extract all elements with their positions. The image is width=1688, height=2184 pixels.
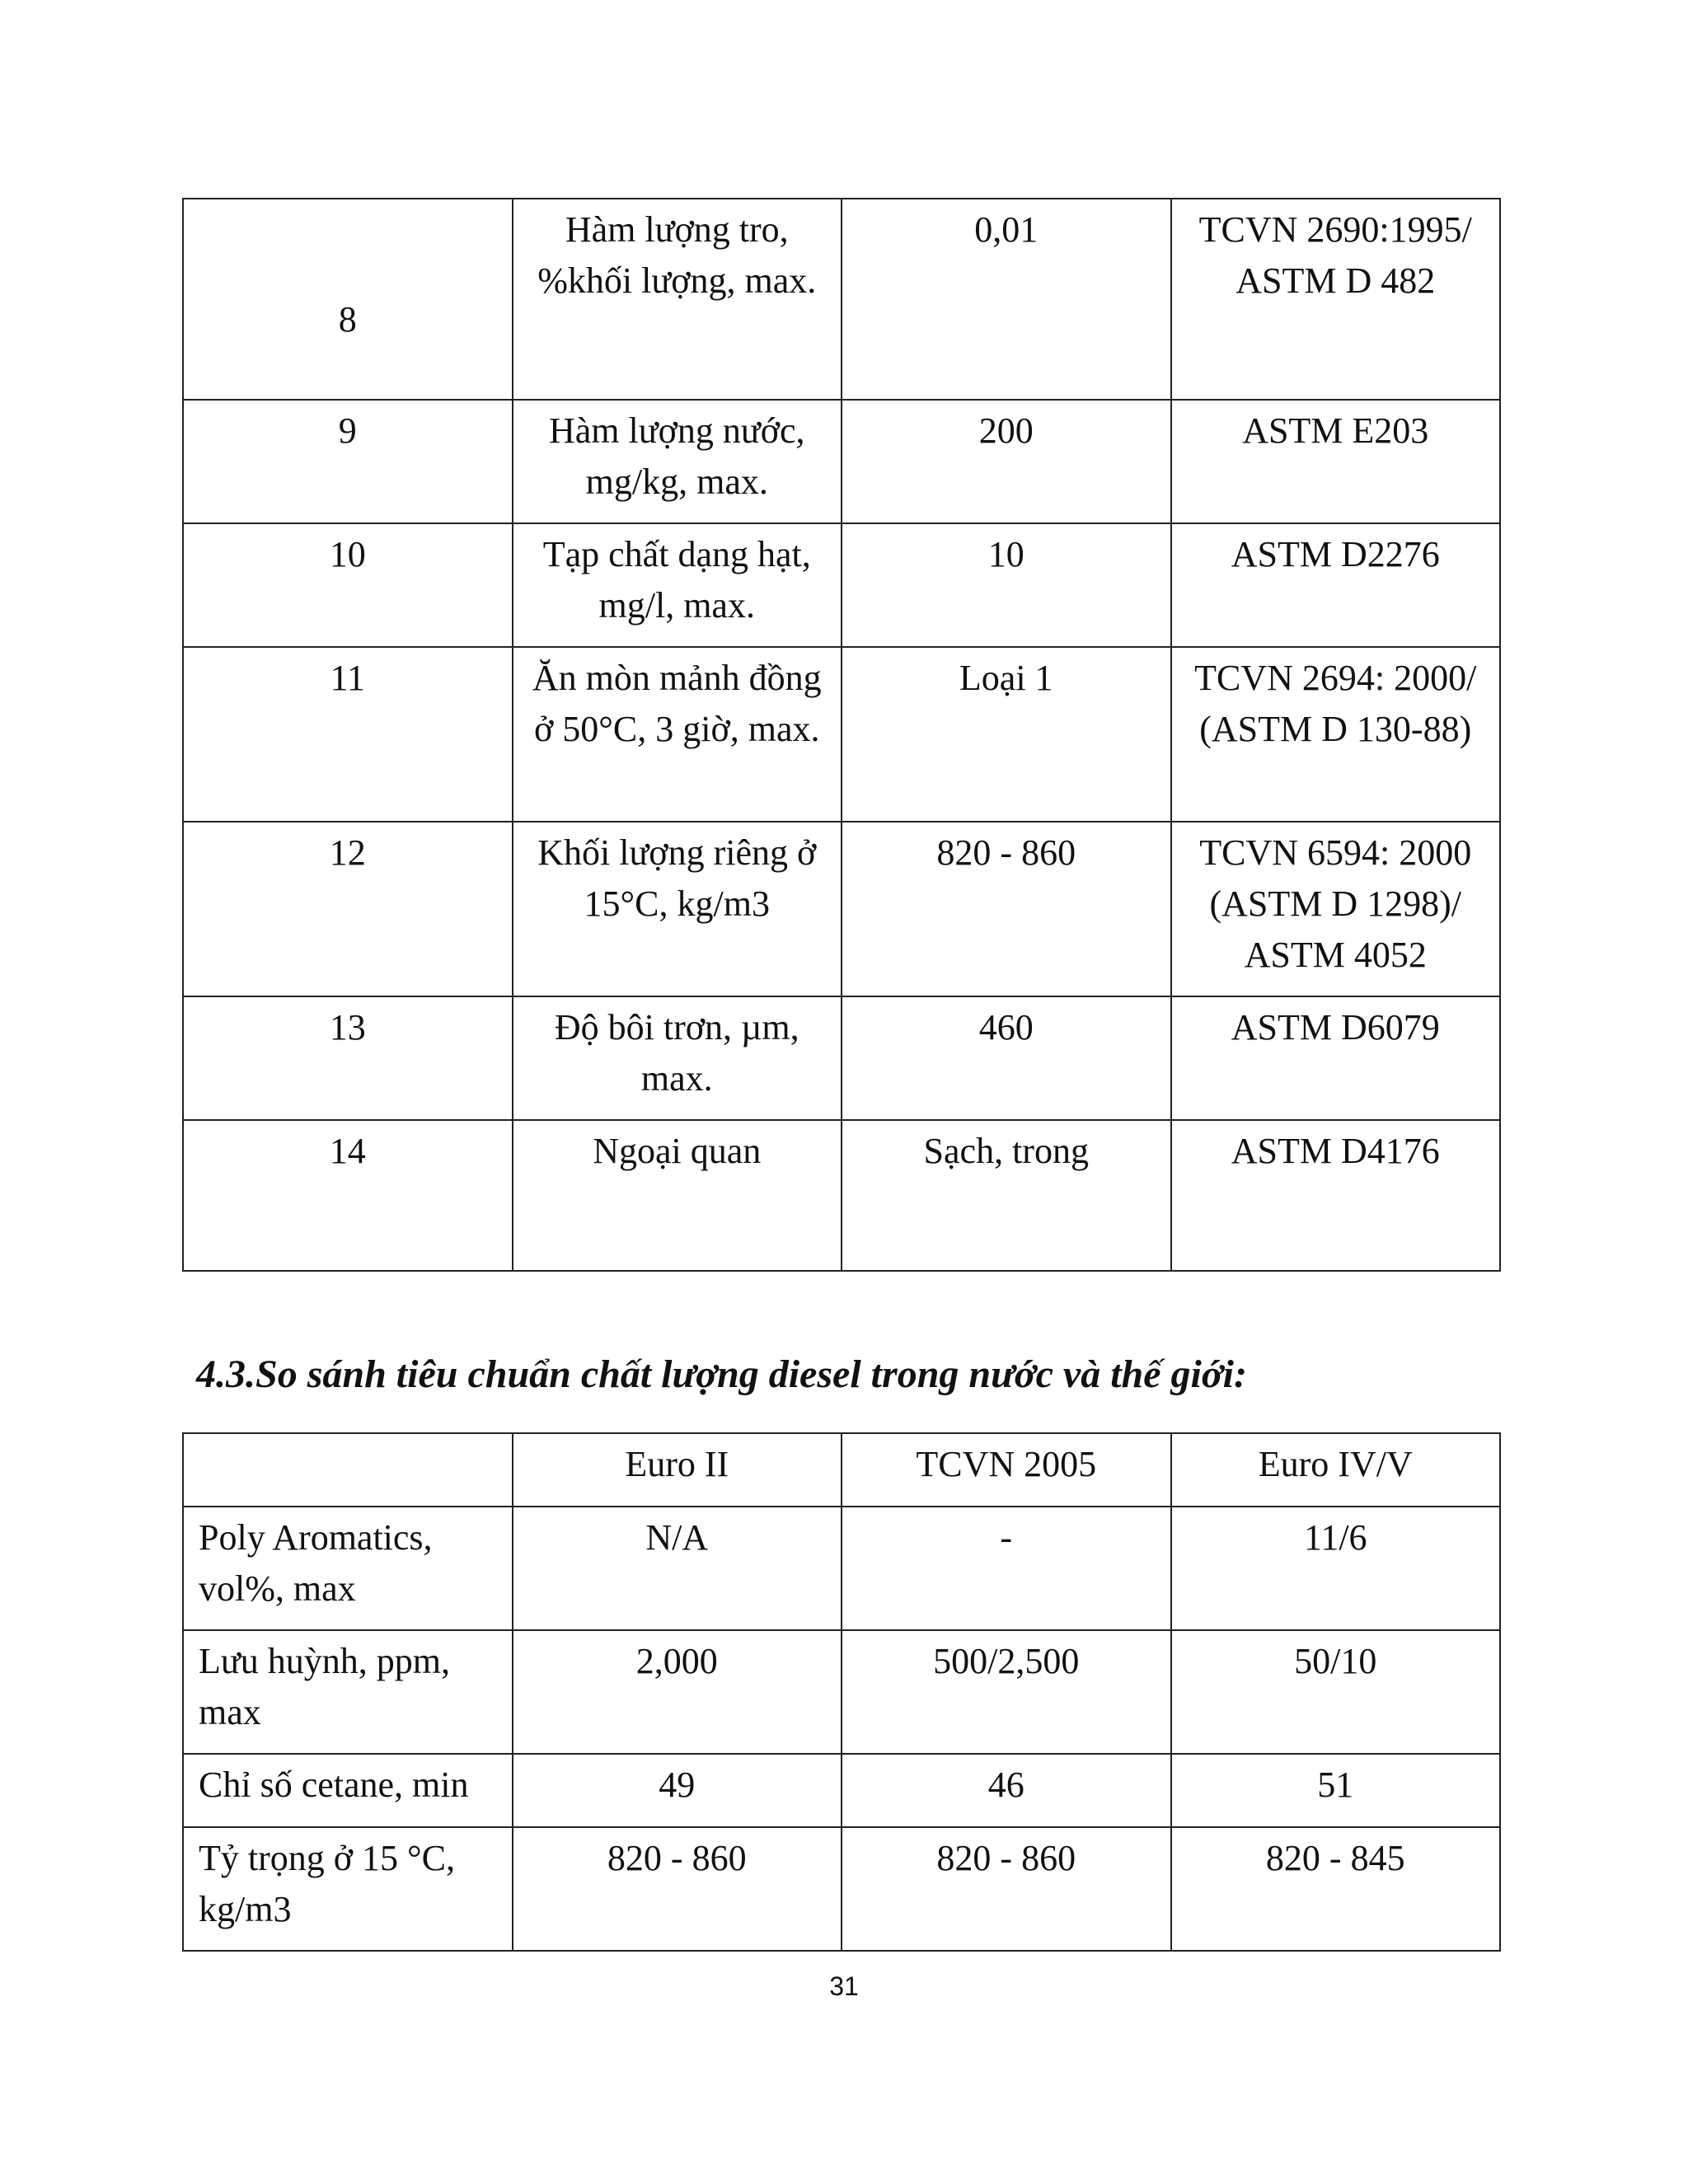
comparison-table [182,1432,1501,1952]
tcvn2005-cell: 820 - 860 [842,1827,1171,1951]
row-number: 10 [183,523,513,647]
euro45-cell: 11/6 [1171,1507,1501,1630]
euro2-cell: 820 - 860 [513,1827,842,1951]
euro45-cell: 51 [1171,1754,1501,1827]
value-cell: Sạch, trong [842,1120,1171,1271]
value-cell: 0,01 [842,199,1171,400]
value-cell: 820 - 860 [842,822,1171,996]
spec-table [182,198,1501,1272]
method-cell: TCVN 2694: 2000/ (ASTM D 130-88) [1171,647,1501,822]
row-number: 8 [183,199,513,400]
row-label: Lưu huỳnh, ppm, max [183,1630,513,1754]
euro2-cell: 2,000 [513,1630,842,1754]
row-label: Chỉ số cetane, min [183,1754,513,1827]
value-cell: 460 [842,996,1171,1120]
table-row [183,996,1500,1120]
table-row [183,199,1500,400]
table-row [183,1827,1500,1951]
header-cell [183,1433,513,1507]
table-row [183,1120,1500,1271]
property-cell: Khối lượng riêng ở 15°C, kg/m3 [513,822,842,996]
table-row [183,1754,1500,1827]
table-row [183,1630,1500,1754]
property-cell: Độ bôi trơn, µm, max. [513,996,842,1120]
row-number: 13 [183,996,513,1120]
method-cell: ASTM E203 [1171,400,1501,523]
header-cell: TCVN 2005 [842,1433,1171,1507]
row-number: 14 [183,1120,513,1271]
method-cell: ASTM D2276 [1171,523,1501,647]
row-label: Tỷ trọng ở 15 °C, kg/m3 [183,1827,513,1951]
row-number: 9 [183,400,513,523]
euro2-cell: 49 [513,1754,842,1827]
method-cell: TCVN 6594: 2000 (ASTM D 1298)/ ASTM 4052 [1171,822,1501,996]
euro2-cell: N/A [513,1507,842,1630]
value-cell: 10 [842,523,1171,647]
header-cell: Euro IV/V [1171,1433,1501,1507]
method-cell: ASTM D6079 [1171,996,1501,1120]
section-heading: 4.3.So sánh tiêu chuẩn chất lượng diesel trong nước và thế giới: [196,1352,1247,1396]
euro45-cell: 820 - 845 [1171,1827,1501,1951]
row-number: 12 [183,822,513,996]
property-cell: Ăn mòn mảnh đồng ở 50°C, 3 giờ, max. [513,647,842,822]
property-cell: Hàm lượng nước, mg/kg, max. [513,400,842,523]
method-cell: ASTM D4176 [1171,1120,1501,1271]
value-cell: 200 [842,400,1171,523]
property-cell: Ngoại quan [513,1120,842,1271]
row-number: 11 [183,647,513,822]
table-row [183,400,1500,523]
table-header-row [183,1433,1500,1507]
tcvn2005-cell: 46 [842,1754,1171,1827]
header-cell: Euro II [513,1433,842,1507]
table-row [183,523,1500,647]
tcvn2005-cell: 500/2,500 [842,1630,1171,1754]
euro45-cell: 50/10 [1171,1630,1501,1754]
tcvn2005-cell: - [842,1507,1171,1630]
method-cell: TCVN 2690:1995/ ASTM D 482 [1171,199,1501,400]
page-number: 31 [829,1971,859,2001]
table-row [183,647,1500,822]
property-cell: Hàm lượng tro, %khối lượng, max. [513,199,842,400]
row-label: Poly Aromatics, vol%, max [183,1507,513,1630]
value-cell: Loại 1 [842,647,1171,822]
property-cell: Tạp chất dạng hạt, mg/l, max. [513,523,842,647]
table-row [183,1507,1500,1630]
table-row [183,822,1500,996]
